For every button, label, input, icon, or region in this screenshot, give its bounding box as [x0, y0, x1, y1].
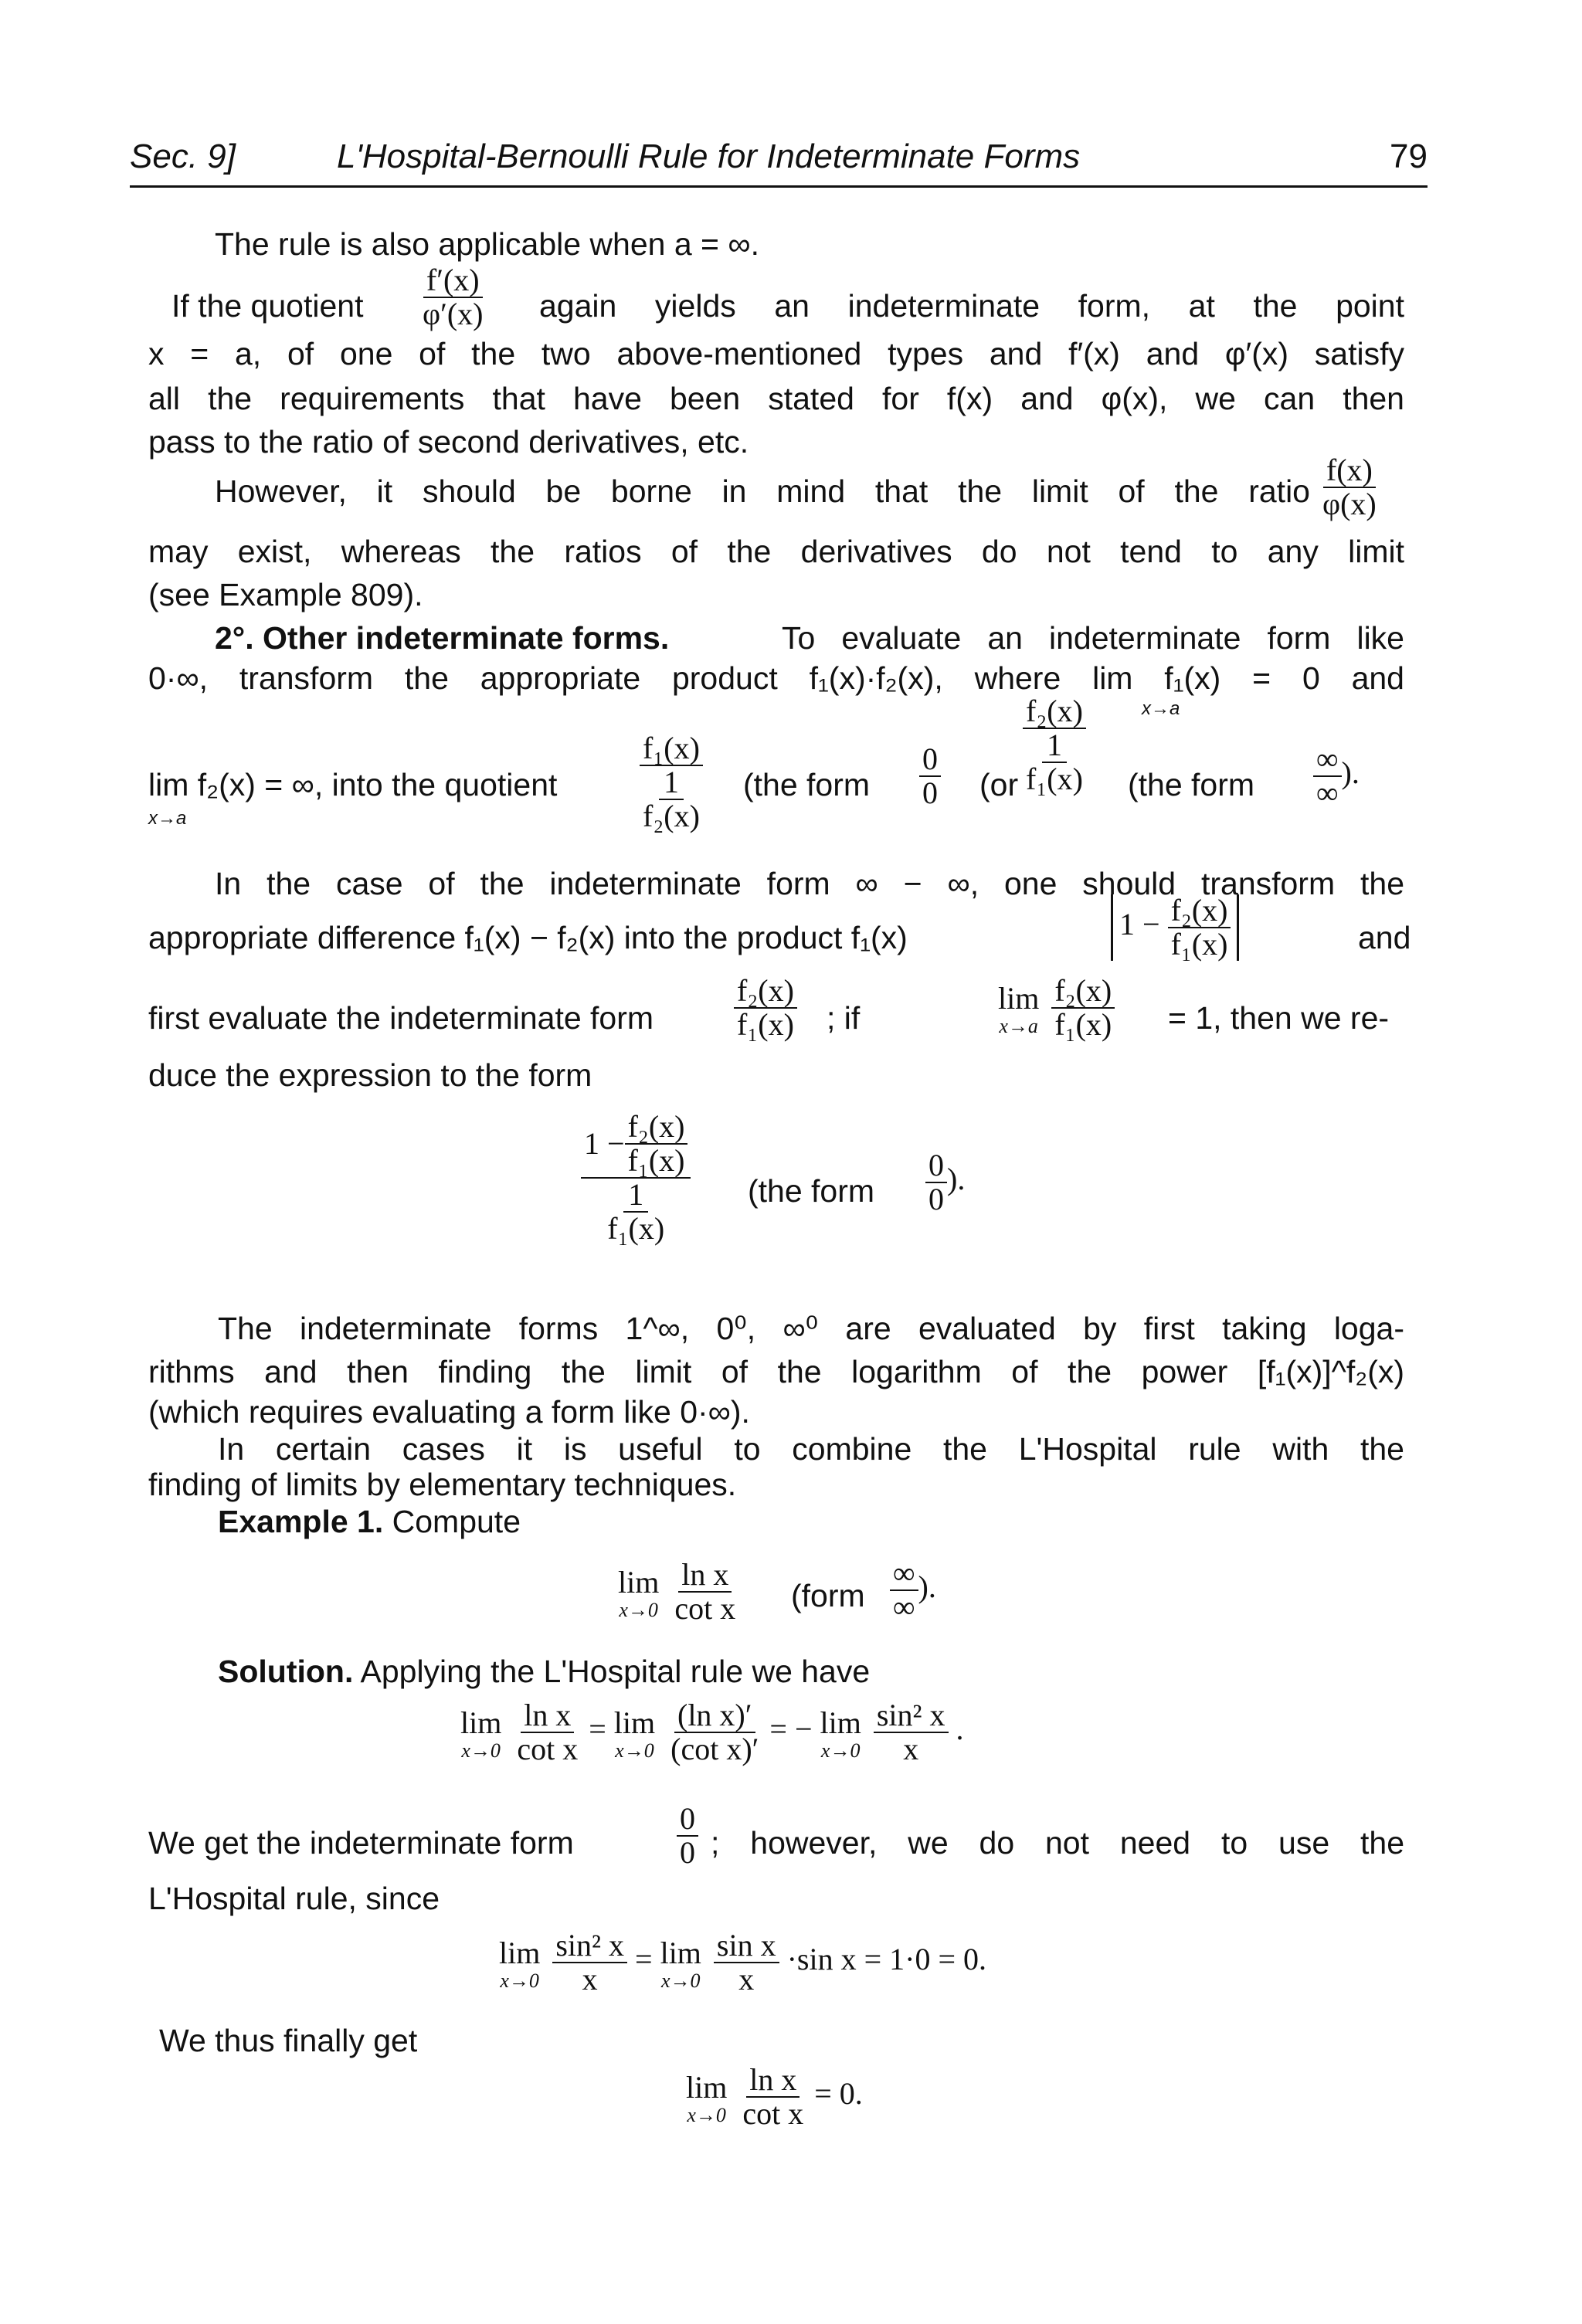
example-heading: Example 1. [218, 1504, 384, 1539]
text-line: However, it should be borne in mind that the limit of the ratio [215, 473, 1310, 509]
text-line: In certain cases it is useful to combine the L'Hospital rule with the [218, 1431, 1404, 1467]
text-line [215, 619, 669, 656]
fraction-f2-over-f1: $\frac{\text{f₂(x)}}{\text{f₁(x)}}$ [734, 975, 797, 1041]
limit-f2-over-f1: lim x→a $\frac{\text{f₂(x)}}{\text{f₁(x)}}$ [998, 975, 1115, 1041]
text-line: duce the expression to the form [148, 1057, 592, 1093]
limit-subscript: x→a [148, 808, 187, 829]
section-label: Sec. 9] [130, 137, 236, 175]
bracket-one-minus-ratio: 1 − $\frac{\text{f₂(x)}}{\text{f₁(x)}}$ [1111, 894, 1239, 961]
text-line: appropriate difference f₁(x) − f₂(x) into the product f₁(x) [148, 920, 908, 955]
text-line: (the form [748, 1173, 875, 1209]
text-line: = 1, then we re- [1168, 1000, 1390, 1036]
text-line: ; however, we do not need to use the [711, 1825, 1404, 1861]
text-line: The rule is also applicable when a = ∞. [215, 226, 759, 262]
text-line: The indeterminate forms 1^∞, 0⁰, ∞⁰ are evaluated by first taking loga- [218, 1311, 1404, 1346]
text-line: (see Example 809). [148, 577, 423, 612]
sin-limit-equation: lim x→0 $\frac{\text{sin² x}}{x}$ = lim x→0 $\frac{\text{sin x}}{x}$ ·sin x = 1·0 = 0. [499, 1928, 987, 1997]
text-line: ; if [827, 1000, 861, 1036]
text-line: may exist, whereas the ratios of the derivatives do not tend to any limit [148, 534, 1404, 569]
text-line: 0·∞, transform the appropriate product f₁(x)·f₂(x), where lim f₁(x) = 0 and [148, 660, 1404, 696]
text-line: We thus finally get [159, 2023, 418, 2058]
text-line: (the form [1128, 767, 1255, 802]
text-line: (the form [743, 767, 871, 802]
text-line: (or [979, 767, 1019, 802]
final-limit: lim x→0 $\frac{\text{ln x}}{\text{cot x}}$ = 0. [686, 2062, 863, 2131]
fraction-inf-over-inf: ∞ ∞ ). [1313, 743, 1360, 809]
text-line: (form [791, 1578, 865, 1613]
text-line: first evaluate the indeterminate form [148, 1000, 654, 1036]
text-line: To evaluate an indeterminate form like [782, 620, 1404, 656]
fraction-zero-over-zero: $\frac{0}{0}$ ). [925, 1149, 965, 1216]
fraction-inf-over-inf: ∞ ∞ ). [890, 1557, 936, 1623]
example-limit: lim x→0 $\frac{\text{ln x}}{\text{cot x}}$ [618, 1557, 736, 1626]
text-line: In the case of the indeterminate form ∞ − ∞, one should transform the [215, 866, 1404, 901]
text-line: x = a, of one of the two above-mentioned types and f′(x) and φ′(x) satisfy [148, 336, 1404, 372]
fraction-f-over-phi: $\frac{f(x)}{\varphi(x)}$ [1322, 453, 1377, 521]
fraction-f2-over-reciprocal-f1: f₂(x) 1 f₁(x) [1023, 695, 1086, 796]
fraction-f1-over-reciprocal-f2: f₁(x) 1 f₂(x) [640, 732, 703, 833]
text-line: all the requirements that have been stated for f(x) and φ(x), we can then [148, 381, 1404, 416]
header-rule [130, 185, 1428, 188]
text-line: and [1358, 920, 1411, 955]
fraction-zero-over-zero: $\frac{0}{0}$ [919, 743, 941, 809]
limit-subscript: x→a [1142, 698, 1180, 719]
example-heading-line: Example 1. Compute [218, 1504, 521, 1539]
text-line: lim f₂(x) = ∞, into the quotient [148, 767, 558, 802]
subsection-heading: 2°. Other indeterminate forms. [215, 620, 670, 656]
running-title: L'Hospital-Bernoulli Rule for Indeterminate Forms [337, 137, 1081, 175]
solution-line: Solution. Applying the L'Hospital rule we have [218, 1654, 871, 1689]
solution-equation: lim x→0 $\frac{\text{ln x}}{\text{cot x}}$ = lim x→0 $\frac{\text{(ln x)′}}{\text{(cot x)′}}$ = − lim x→0 $\frac{\text{sin² x}}{x}$ . [460, 1698, 964, 1766]
compound-fraction: 1 − $\frac{\text{f₂(x)}}{\text{f₁(x)}}$ 1 f₁(x) [581, 1111, 691, 1245]
text-line: rithms and then finding the limit of the logarithm of the power [f₁(x)]^f₂(x) [148, 1354, 1404, 1389]
running-header [130, 137, 1428, 185]
fraction-f-prime-over-phi-prime: $\frac{f'(x)}{\varphi'(x)}$ [423, 263, 484, 331]
solution-heading: Solution. [218, 1654, 354, 1689]
fraction-zero-over-zero: $\frac{0}{0}$ [677, 1803, 698, 1869]
text-line: L'Hospital rule, since [148, 1881, 440, 1916]
text-line: again yields an indeterminate form, at the point [539, 288, 1404, 324]
text-line: pass to the ratio of second derivatives, etc. [148, 424, 749, 460]
text-line: If the quotient [171, 288, 364, 324]
text-line: We get the indeterminate form [148, 1825, 574, 1861]
text-line: (which requires evaluating a form like 0·∞). [148, 1394, 750, 1430]
page-number: 79 [1390, 137, 1428, 175]
text-line: finding of limits by elementary techniques. [148, 1467, 737, 1502]
